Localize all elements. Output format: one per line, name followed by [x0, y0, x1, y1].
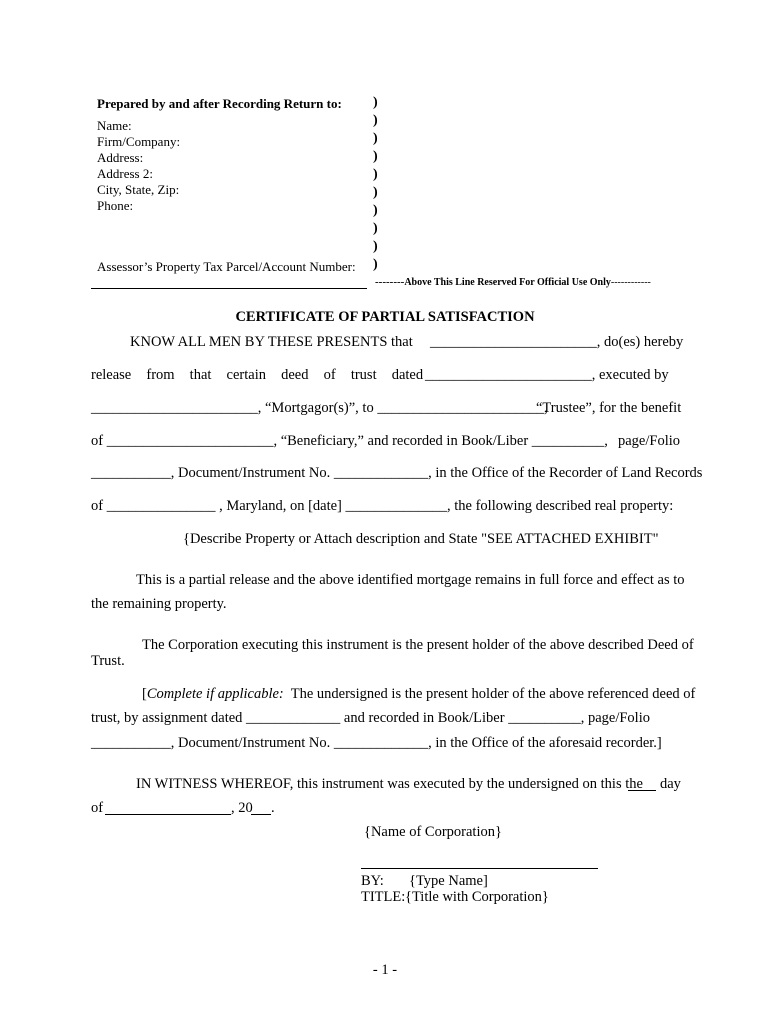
- bracket-paren: ): [373, 167, 378, 182]
- parcel-label: Assessor’s Property Tax Parcel/Account Number:: [97, 259, 356, 274]
- signature-line: [361, 868, 598, 869]
- body-line-4b: page/Folio: [618, 433, 681, 449]
- field-address2-label: Address 2:: [97, 166, 153, 181]
- corporation-line-2: Trust.: [91, 653, 125, 669]
- reserved-line: [375, 276, 651, 288]
- field-address-label: Address:: [97, 150, 144, 165]
- complete-line-3: ___________, Document/Instrument No. _____________, in the Office of the aforesaid recorder.]: [91, 735, 662, 751]
- complete-bracket: [: [142, 686, 147, 702]
- corporation-line-1: The Corporation executing this instrument is the present holder of the above described Deed of: [142, 637, 694, 653]
- of-label: of: [91, 800, 104, 816]
- by-label: BY:: [361, 873, 384, 889]
- prepared-by-heading: Prepared by and after Recording Return to:: [97, 96, 342, 111]
- witness-line: IN WITNESS WHEREOF, this instrument was executed by the undersigned on this the: [136, 776, 643, 792]
- describe-property-text: {Describe Property or Attach description and State "SEE ATTACHED EXHIBIT": [183, 531, 659, 547]
- year-suffix: .: [271, 800, 275, 816]
- bracket-paren: ): [373, 203, 378, 218]
- bracket-paren: ): [373, 257, 378, 272]
- complete-italic: Complete if applicable:: [146, 686, 284, 702]
- body-line-2a: release from that certain deed of trust dated: [91, 367, 424, 383]
- body-line-4a: of _______________________, “Beneficiary,” and recorded in Book/Liber __________,: [91, 433, 608, 449]
- body-line-2b: _______________________, executed by: [425, 367, 669, 383]
- body-line-3b: “Trustee”, for the benefit: [536, 400, 682, 416]
- bracket-paren: ): [373, 149, 378, 164]
- document-title: CERTIFICATE OF PARTIAL SATISFACTION: [235, 309, 535, 325]
- partial-release-line-1: This is a partial release and the above identified mortgage remains in full force and effect as to: [136, 572, 685, 588]
- bracket-paren: ): [373, 131, 378, 146]
- parcel-underline: [91, 288, 367, 289]
- month-blank: [105, 814, 231, 815]
- bracket-paren: ): [373, 221, 378, 236]
- complete-rest: The undersigned is the present holder of the above referenced deed of: [283, 686, 696, 702]
- reserved-label: Above This Line Reserved For Official Use Only: [404, 277, 611, 288]
- bracket-paren: ): [373, 95, 378, 110]
- title-label: TITLE:: [361, 889, 406, 905]
- field-city-label: City, State, Zip:: [97, 182, 180, 197]
- body-line-6: of _______________ , Maryland, on [date] ______________, the following described real property:: [91, 498, 674, 514]
- bracket-paren: ): [373, 239, 378, 254]
- complete-line-1: [142, 686, 695, 703]
- body-line-1a: KNOW ALL MEN BY THESE PRESENTS that: [130, 334, 413, 350]
- page-number: - 1 -: [372, 962, 398, 978]
- reserved-dashes: --------: [375, 276, 405, 288]
- title-value: {Title with Corporation}: [405, 889, 549, 905]
- day-blank: [628, 790, 656, 791]
- year-prefix: , 20: [231, 800, 253, 816]
- corporation-name: {Name of Corporation}: [364, 824, 502, 840]
- field-phone-label: Phone:: [97, 198, 134, 213]
- body-line-3a: _______________________, “Mortgagor(s)”, to _______________________,: [91, 400, 548, 416]
- field-name-label: Name:: [97, 118, 132, 133]
- bracket-paren: ): [373, 185, 378, 200]
- reserved-tail: ------------: [610, 277, 651, 288]
- bracket-paren: ): [373, 113, 378, 128]
- partial-release-line-2: the remaining property.: [91, 596, 227, 612]
- body-line-1b: _______________________, do(es) hereby: [430, 334, 684, 350]
- body-line-5: ___________, Document/Instrument No. _____________, in the Office of the Recorder of Land Records: [91, 465, 703, 481]
- witness-day: day: [660, 776, 681, 792]
- field-firm-label: Firm/Company:: [97, 134, 181, 149]
- complete-line-2: trust, by assignment dated _____________ and recorded in Book/Liber __________, page/Folio: [91, 710, 650, 726]
- by-value: {Type Name]: [409, 873, 488, 889]
- year-blank: [251, 814, 271, 815]
